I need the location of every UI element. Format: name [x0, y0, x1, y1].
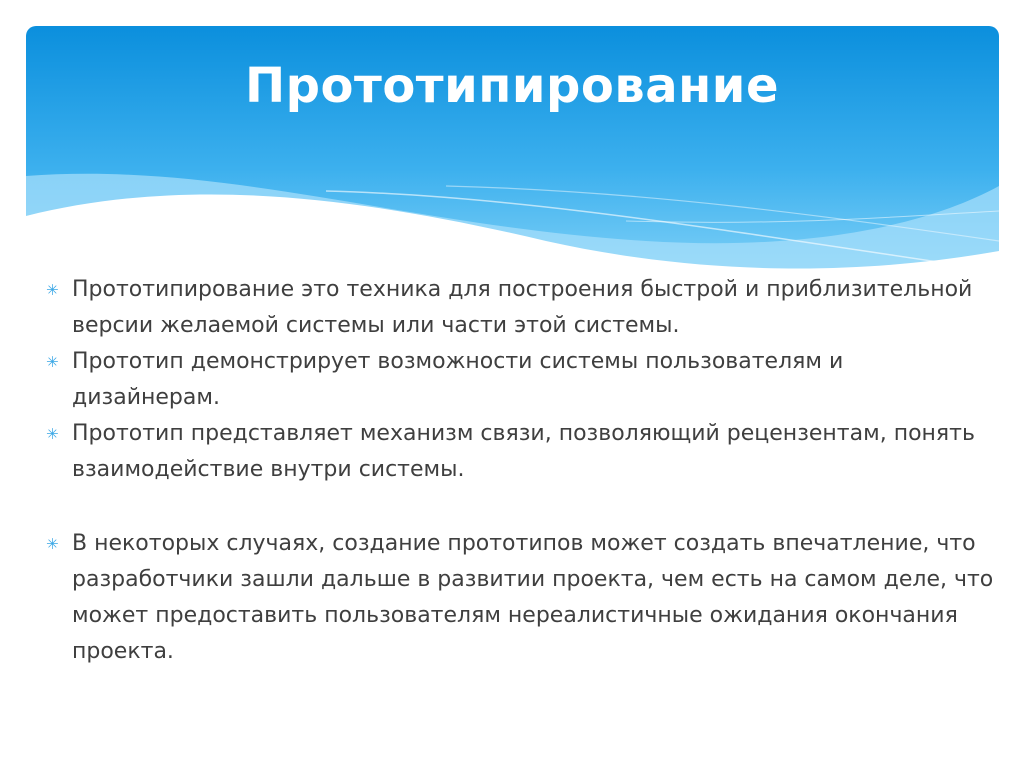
list-item [44, 344, 994, 416]
asterisk-icon: ✳ [46, 425, 59, 443]
list-item-text: В некоторых случаях, создание прототипов может создать впечатление, что разработчики зашли дальше в развитии проекта, чем есть на самом деле, что может предоставить пользователям нереалистичные ожидания окончания проекта. [72, 531, 994, 664]
list-item [44, 526, 994, 670]
asterisk-icon: ✳ [46, 353, 59, 371]
list-item-text: Прототип демонстрирует возможности системы пользователям и дизайнерам. [72, 349, 844, 410]
list-item-text: Прототипирование это техника для построения быстрой и приблизительной версии желаемой системы или части этой системы. [72, 277, 973, 338]
asterisk-icon: ✳ [46, 281, 59, 299]
slide-title: Прототипирование [244, 58, 779, 114]
asterisk-icon: ✳ [46, 535, 59, 553]
list-item [44, 272, 994, 344]
list-item [44, 416, 994, 488]
slide-content [44, 272, 994, 670]
bullet-list [44, 272, 994, 670]
list-item-text: Прототип представляет механизм связи, позволяющий рецензентам, понять взаимодействие внутри системы. [72, 421, 975, 482]
